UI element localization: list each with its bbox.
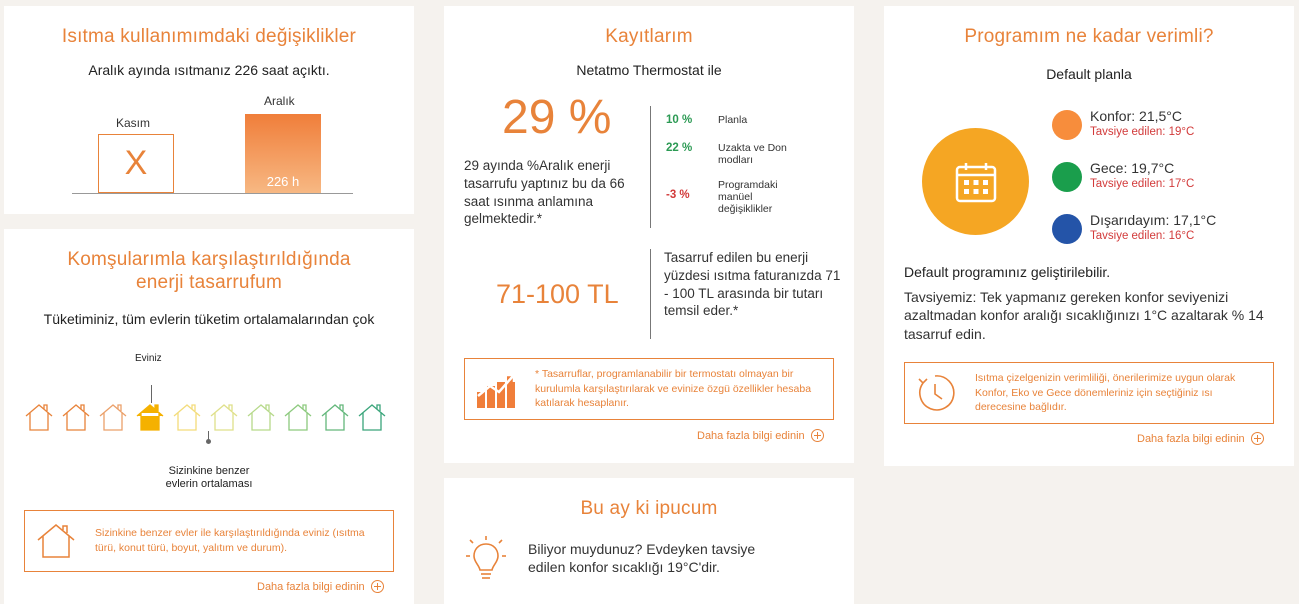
money-separator bbox=[650, 249, 651, 339]
prev-month-bar: X bbox=[98, 134, 174, 193]
comfort-dot-icon bbox=[1052, 110, 1082, 140]
house-scale bbox=[24, 402, 387, 432]
efficiency-more-link-label: Daha fazla bilgi edinin bbox=[1137, 432, 1245, 445]
your-home-house-icon bbox=[135, 402, 165, 432]
plus-circle-icon bbox=[811, 429, 824, 442]
mode-recommended: Tavsiye edilen: 19°C bbox=[1090, 126, 1195, 138]
breakdown-value: -3 % bbox=[666, 189, 690, 201]
neighbors-title bbox=[4, 249, 414, 295]
neighbors-more-link[interactable] bbox=[257, 580, 384, 593]
mode-comfort bbox=[1052, 108, 1194, 140]
house-icon bbox=[24, 402, 54, 432]
growth-chart-icon bbox=[475, 368, 517, 410]
mode-recommended: Tavsiye edilen: 17°C bbox=[1090, 178, 1195, 190]
breakdown-row-manual bbox=[666, 179, 836, 215]
efficiency-info-box bbox=[904, 362, 1274, 424]
neighbors-info-box bbox=[24, 510, 394, 572]
neighbors-title-line1: Komşularımla karşılaştırıldığında bbox=[67, 249, 351, 270]
house-icon bbox=[246, 402, 276, 432]
savings-info-box bbox=[464, 358, 834, 420]
neighbors-subtitle: Tüketiminiz, tüm evlerin tüketim ortalamalarından çok bbox=[43, 310, 375, 327]
breakdown-label: Uzakta ve Don modları bbox=[718, 142, 787, 167]
house-outline-icon bbox=[35, 522, 77, 560]
efficiency-info-text: Isıtma çizelgenizin verimliliği, önerilerimize uygun olarak Konfor, Eko ve Gece dönemleriniz için seçtiğiniz ısı derecesine bağlıdır. bbox=[975, 371, 1236, 414]
breakdown-value: 10 % bbox=[666, 114, 693, 126]
efficiency-title: Programım ne kadar verimli? bbox=[964, 26, 1214, 47]
lightbulb-icon bbox=[466, 534, 506, 584]
heating-changes-title: Isıtma kullanımımdaki değişiklikler bbox=[61, 26, 357, 47]
plus-circle-icon bbox=[371, 580, 384, 593]
house-icon bbox=[172, 402, 202, 432]
calendar-icon bbox=[954, 160, 998, 204]
house-icon bbox=[283, 402, 313, 432]
mode-name: Gece: 19,7°C bbox=[1090, 160, 1175, 176]
avg-dot bbox=[206, 439, 211, 444]
neighbors-info-text: Sizinkine benzer evler ile karşılaştırıldığında eviniz (ısıtma türü, konut türü, boyut, yalıtım ve durum). bbox=[95, 527, 365, 554]
efficiency-more-link[interactable] bbox=[1137, 432, 1264, 445]
breakdown-row-plan bbox=[666, 114, 836, 126]
savings-card bbox=[444, 6, 854, 463]
breakdown-label: Programdaki manüel değişiklikler bbox=[718, 179, 778, 216]
tip-text bbox=[528, 540, 755, 577]
house-icon bbox=[98, 402, 128, 432]
plus-circle-icon bbox=[1251, 432, 1264, 445]
prev-month-label: Kasım bbox=[116, 116, 151, 130]
heating-changes-subtitle: Aralık ayında ısıtmanız 226 saat açıktı. bbox=[88, 62, 330, 78]
tip-title: Bu ay ki ipucum bbox=[580, 498, 718, 519]
tip-text-line1: Biliyor muydunuz? Evdeyken tavsiye bbox=[528, 541, 756, 557]
mode-away bbox=[1052, 212, 1216, 244]
mode-night bbox=[1052, 160, 1194, 192]
house-icon bbox=[61, 402, 91, 432]
efficiency-advice: Tavsiyemiz: Tek yapmanız gereken konfor seviyenizi azaltmadan konfor aralığı sıcaklığınızı 1°C azaltarak % 14 tasarruf edin. bbox=[904, 289, 1264, 342]
savings-money: 71-100 TL bbox=[496, 279, 619, 309]
savings-info-text: * Tasarruflar, programlanabilir bir termostatı olmayan bir kurulumla karşılaştırılarak ve evinize özgü özellikler hesaba katılarak hesaplanır. bbox=[535, 367, 812, 410]
avg-label-line2: evlerin ortalaması bbox=[165, 478, 253, 491]
neighbors-title-line2: enerji tasarrufum bbox=[136, 271, 282, 293]
curr-month-bar bbox=[245, 114, 321, 193]
calendar-badge bbox=[922, 128, 1029, 235]
mode-name: Dışarıdayım: 17,1°C bbox=[1090, 212, 1217, 228]
chart-baseline bbox=[72, 193, 353, 194]
tip-text-line2: edilen konfor sıcaklığı 19°C'dir. bbox=[528, 559, 720, 576]
your-home-label: Eviniz bbox=[135, 353, 162, 364]
tip-card bbox=[444, 478, 854, 604]
savings-percentage-desc: 29 ayında %Aralık enerji tasarrufu yaptınız bu da 66 saat ısınma anlamına gelmektedir.* bbox=[464, 158, 625, 227]
heating-changes-card bbox=[4, 6, 414, 214]
mode-name: Konfor: 21,5°C bbox=[1090, 108, 1182, 124]
efficiency-card bbox=[884, 6, 1294, 466]
night-dot-icon bbox=[1052, 162, 1082, 192]
breakdown-row-away bbox=[666, 142, 836, 166]
away-dot-icon bbox=[1052, 214, 1082, 244]
savings-more-link[interactable] bbox=[697, 429, 824, 442]
your-home-pointer bbox=[151, 385, 152, 403]
house-icon bbox=[357, 402, 387, 432]
savings-percentage: 29 % bbox=[502, 91, 612, 144]
savings-money-desc: Tasarruf edilen bu enerji yüzdesi ısıtma faturanızda 71 - 100 TL arasında bir tutarı temsil eder.* bbox=[664, 250, 841, 319]
savings-separator bbox=[650, 106, 651, 228]
savings-subtitle: Netatmo Thermostat ile bbox=[576, 62, 722, 78]
efficiency-subtitle: Default planla bbox=[1046, 66, 1132, 82]
curr-month-value: 226 h bbox=[266, 174, 300, 189]
house-icon bbox=[209, 402, 239, 432]
savings-title: Kayıtlarım bbox=[605, 26, 693, 47]
savings-more-link-label: Daha fazla bilgi edinin bbox=[697, 429, 805, 442]
curr-month-label: Aralık bbox=[264, 94, 295, 108]
avg-label-line1: Sizinkine benzer bbox=[168, 465, 250, 477]
neighbors-card bbox=[4, 229, 414, 604]
mode-recommended: Tavsiye edilen: 16°C bbox=[1090, 230, 1195, 242]
breakdown-value: 22 % bbox=[666, 142, 693, 154]
breakdown-label: Planla bbox=[718, 114, 748, 126]
house-icon bbox=[320, 402, 350, 432]
efficiency-improve: Default programınız geliştirilebilir. bbox=[904, 264, 1111, 280]
neighbors-more-link-label: Daha fazla bilgi edinin bbox=[257, 580, 365, 593]
clock-icon bbox=[915, 373, 955, 413]
avg-label bbox=[134, 465, 284, 491]
